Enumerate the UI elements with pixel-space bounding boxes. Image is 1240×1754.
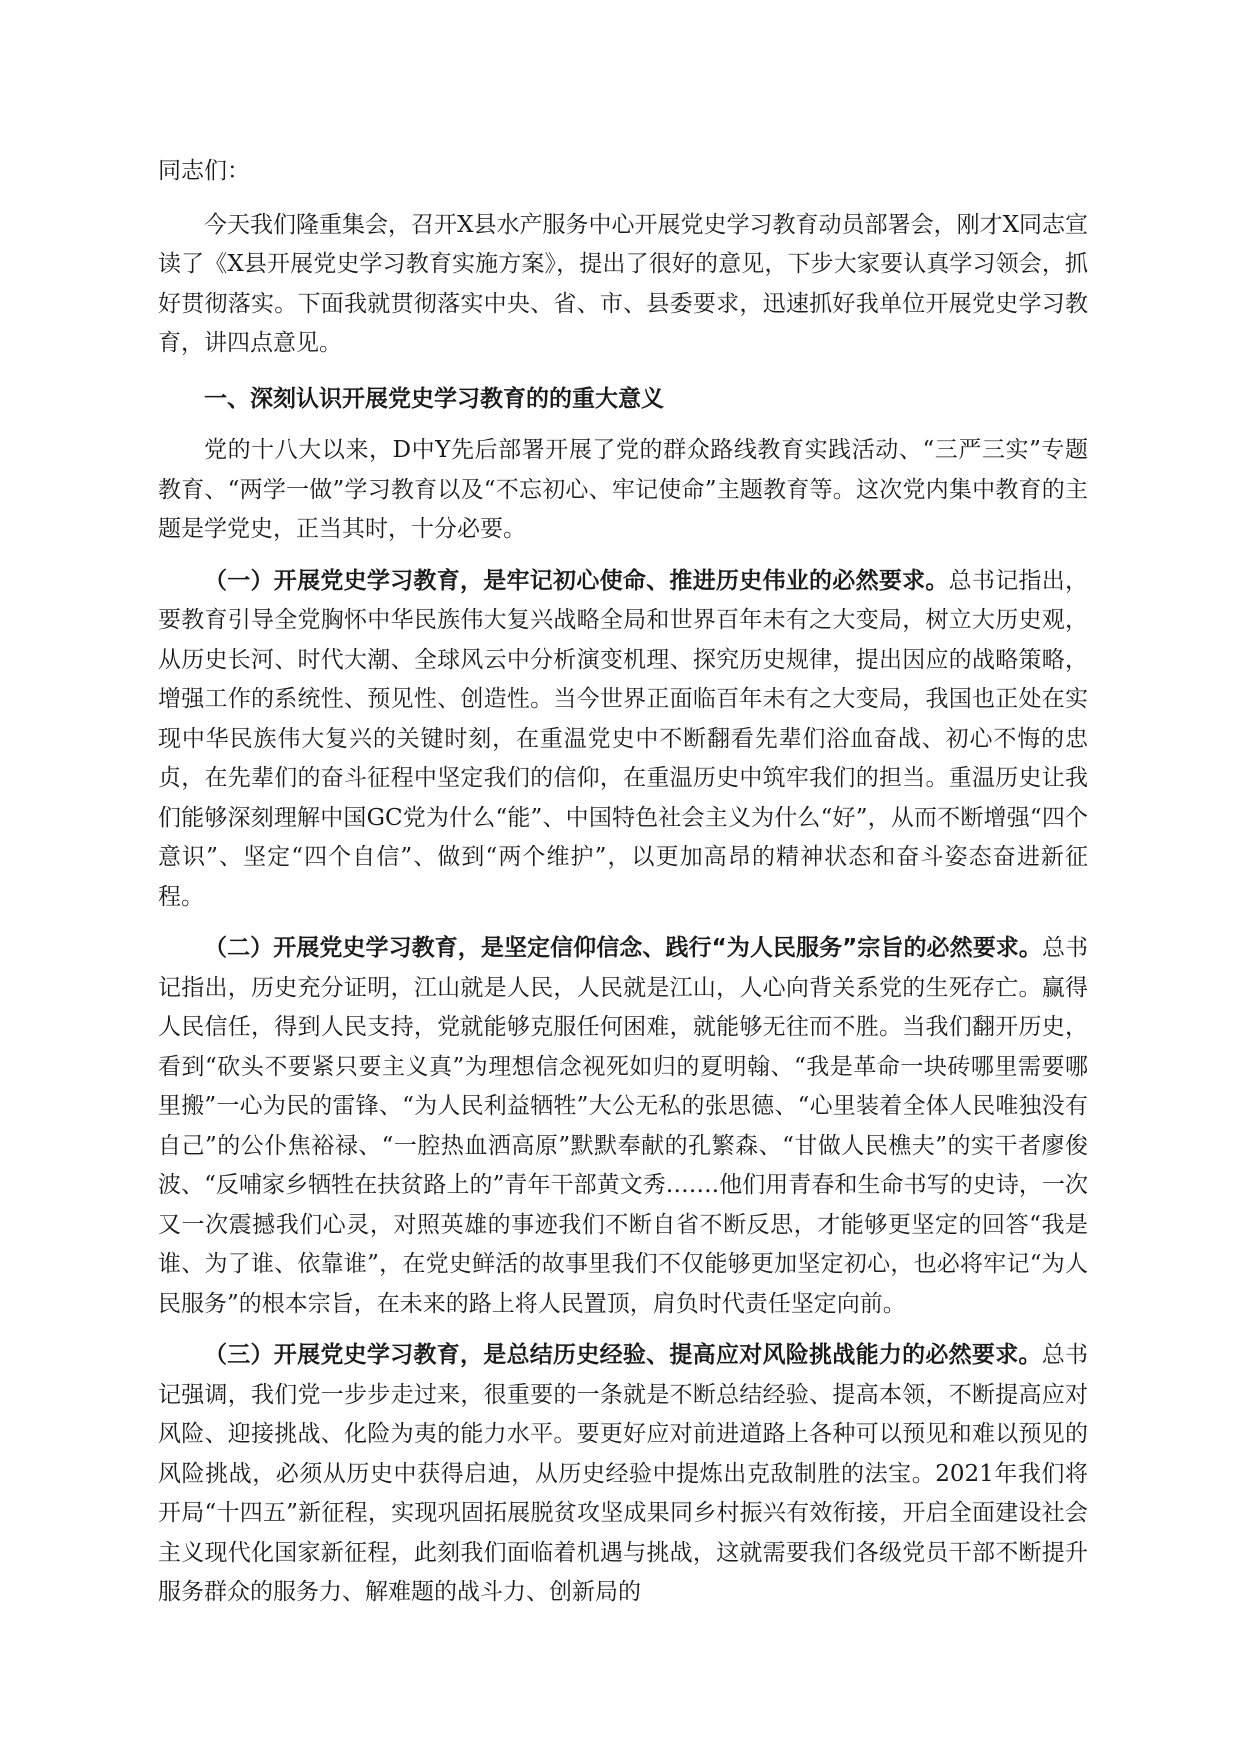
point-2-lead: （二）开展党史学习教育，是坚定信仰信念、践行“为人民服务”宗旨的必然要求。 — [204, 935, 1042, 961]
point-1-paragraph — [158, 562, 1088, 918]
point-2-body: 总书记指出，历史充分证明，江山就是人民，人民就是江山，人心向背关系党的生死存亡。赢得人民信任，得到人民支持，党就能够克服任何困难，就能够无往而不胜。当我们翻开历史，看到“砍头不要紧只要主义真”为理想信念视死如归的夏明翰、“我是革命一块砖哪里需要哪里搬”一心为民的雷锋、“为人民利益牺牲”大公无私的张思德、“心里装着全体人民唯独没有自己”的公仆焦裕禄、“一腔热血洒高原”默默奉献的孔繁森、“甘做人民樵夫”的实干者廖俊波、“反哺家乡牺牲在扶贫路上的”青年干部黄文秀…….他们用青春和生命书写的史诗，一次又一次震撼我们心灵，对照英雄的事迹我们不断自省不断反思，才能够更坚定的回答“我是谁、为了谁、依靠谁”，在党史鲜活的故事里我们不仅能够更加坚定初心，也必将牢记“为人民服务”的根本宗旨，在未来的路上将人民置顶，肩负时代责任坚定向前。 — [158, 935, 1089, 1317]
point-3-body: 总书记强调，我们党一步步走过来，很重要的一条就是不断总结经验、提高本领，不断提高应对风险、迎接挑战、化险为夷的能力水平。要更好应对前进道路上各种可以预见和难以预见的风险挑战，必须从历史中获得启迪，从历史经验中提炼出克敌制胜的法宝。2021年我们将开局“十四五”新征程，实现巩固拓展脱贫攻坚成果同乡村振兴有效衔接，开启全面建设社会主义现代化国家新征程，此刻我们面临着机遇与挑战，这就需要我们各级党员干部不断提升服务群众的服务力、解难题的战斗力、创新局的 — [158, 1342, 1089, 1605]
intro-paragraph: 今天我们隆重集会，召开X县水产服务中心开展党史学习教育动员部署会，刚才X同志宣读了《X县开展党史学习教育实施方案》，提出了很好的意见，下步大家要认真学习领会，抓好贯彻落实。下面我就贯彻落实中央、省、市、县委要求，迅速抓好我单位开展党史学习教育，讲四点意见。 — [158, 211, 1088, 356]
point-3-lead: （三）开展党史学习教育，是总结历史经验、提高应对风险挑战能力的必然要求。 — [204, 1342, 1042, 1368]
document-body — [158, 152, 1088, 1613]
point-1-body: 总书记指出，要教育引导全党胸怀中华民族伟大复兴战略全局和世界百年未有之大变局，树立大历史观，从历史长河、时代大潮、全球风云中分析演变机理、探究历史规律，提出因应的战略策略，增强工作的系统性、预见性、创造性。当今世界正面临百年未有之大变局，我国也正处在实现中华民族伟大复兴的关键时刻，在重温党史中不断翻看先辈们浴血奋战、初心不悔的忠贞，在先辈们的奋斗征程中坚定我们的信仰，在重温历史中筑牢我们的担当。重温历史让我们能够深刻理解中国GC党为什么“能”、中国特色社会主义为什么“好”，从而不断增强“四个意识”、坚定“四个自信”、做到“两个维护”，以更加高昂的精神状态和奋斗姿态奋进新征程。 — [158, 567, 1089, 910]
point-2-paragraph — [158, 929, 1088, 1324]
greeting: 同志们： — [158, 158, 250, 184]
section-1-intro: 党的十八大以来，D中Y先后部署开展了党的群众路线教育实践活动、“三严三实”专题教育、“两学一做”学习教育以及“不忘初心、牢记使命”主题教育等。这次党内集中教育的主题是学党史，正当其时，十分必要。 — [158, 437, 1089, 542]
point-3-paragraph — [158, 1336, 1088, 1613]
point-1-lead: （一）开展党史学习教育，是牢记初心使命、推进历史伟业的必然要求。 — [204, 567, 949, 594]
section-heading-1: 一、深刻认识开展党史学习教育的的重大意义 — [204, 385, 664, 412]
